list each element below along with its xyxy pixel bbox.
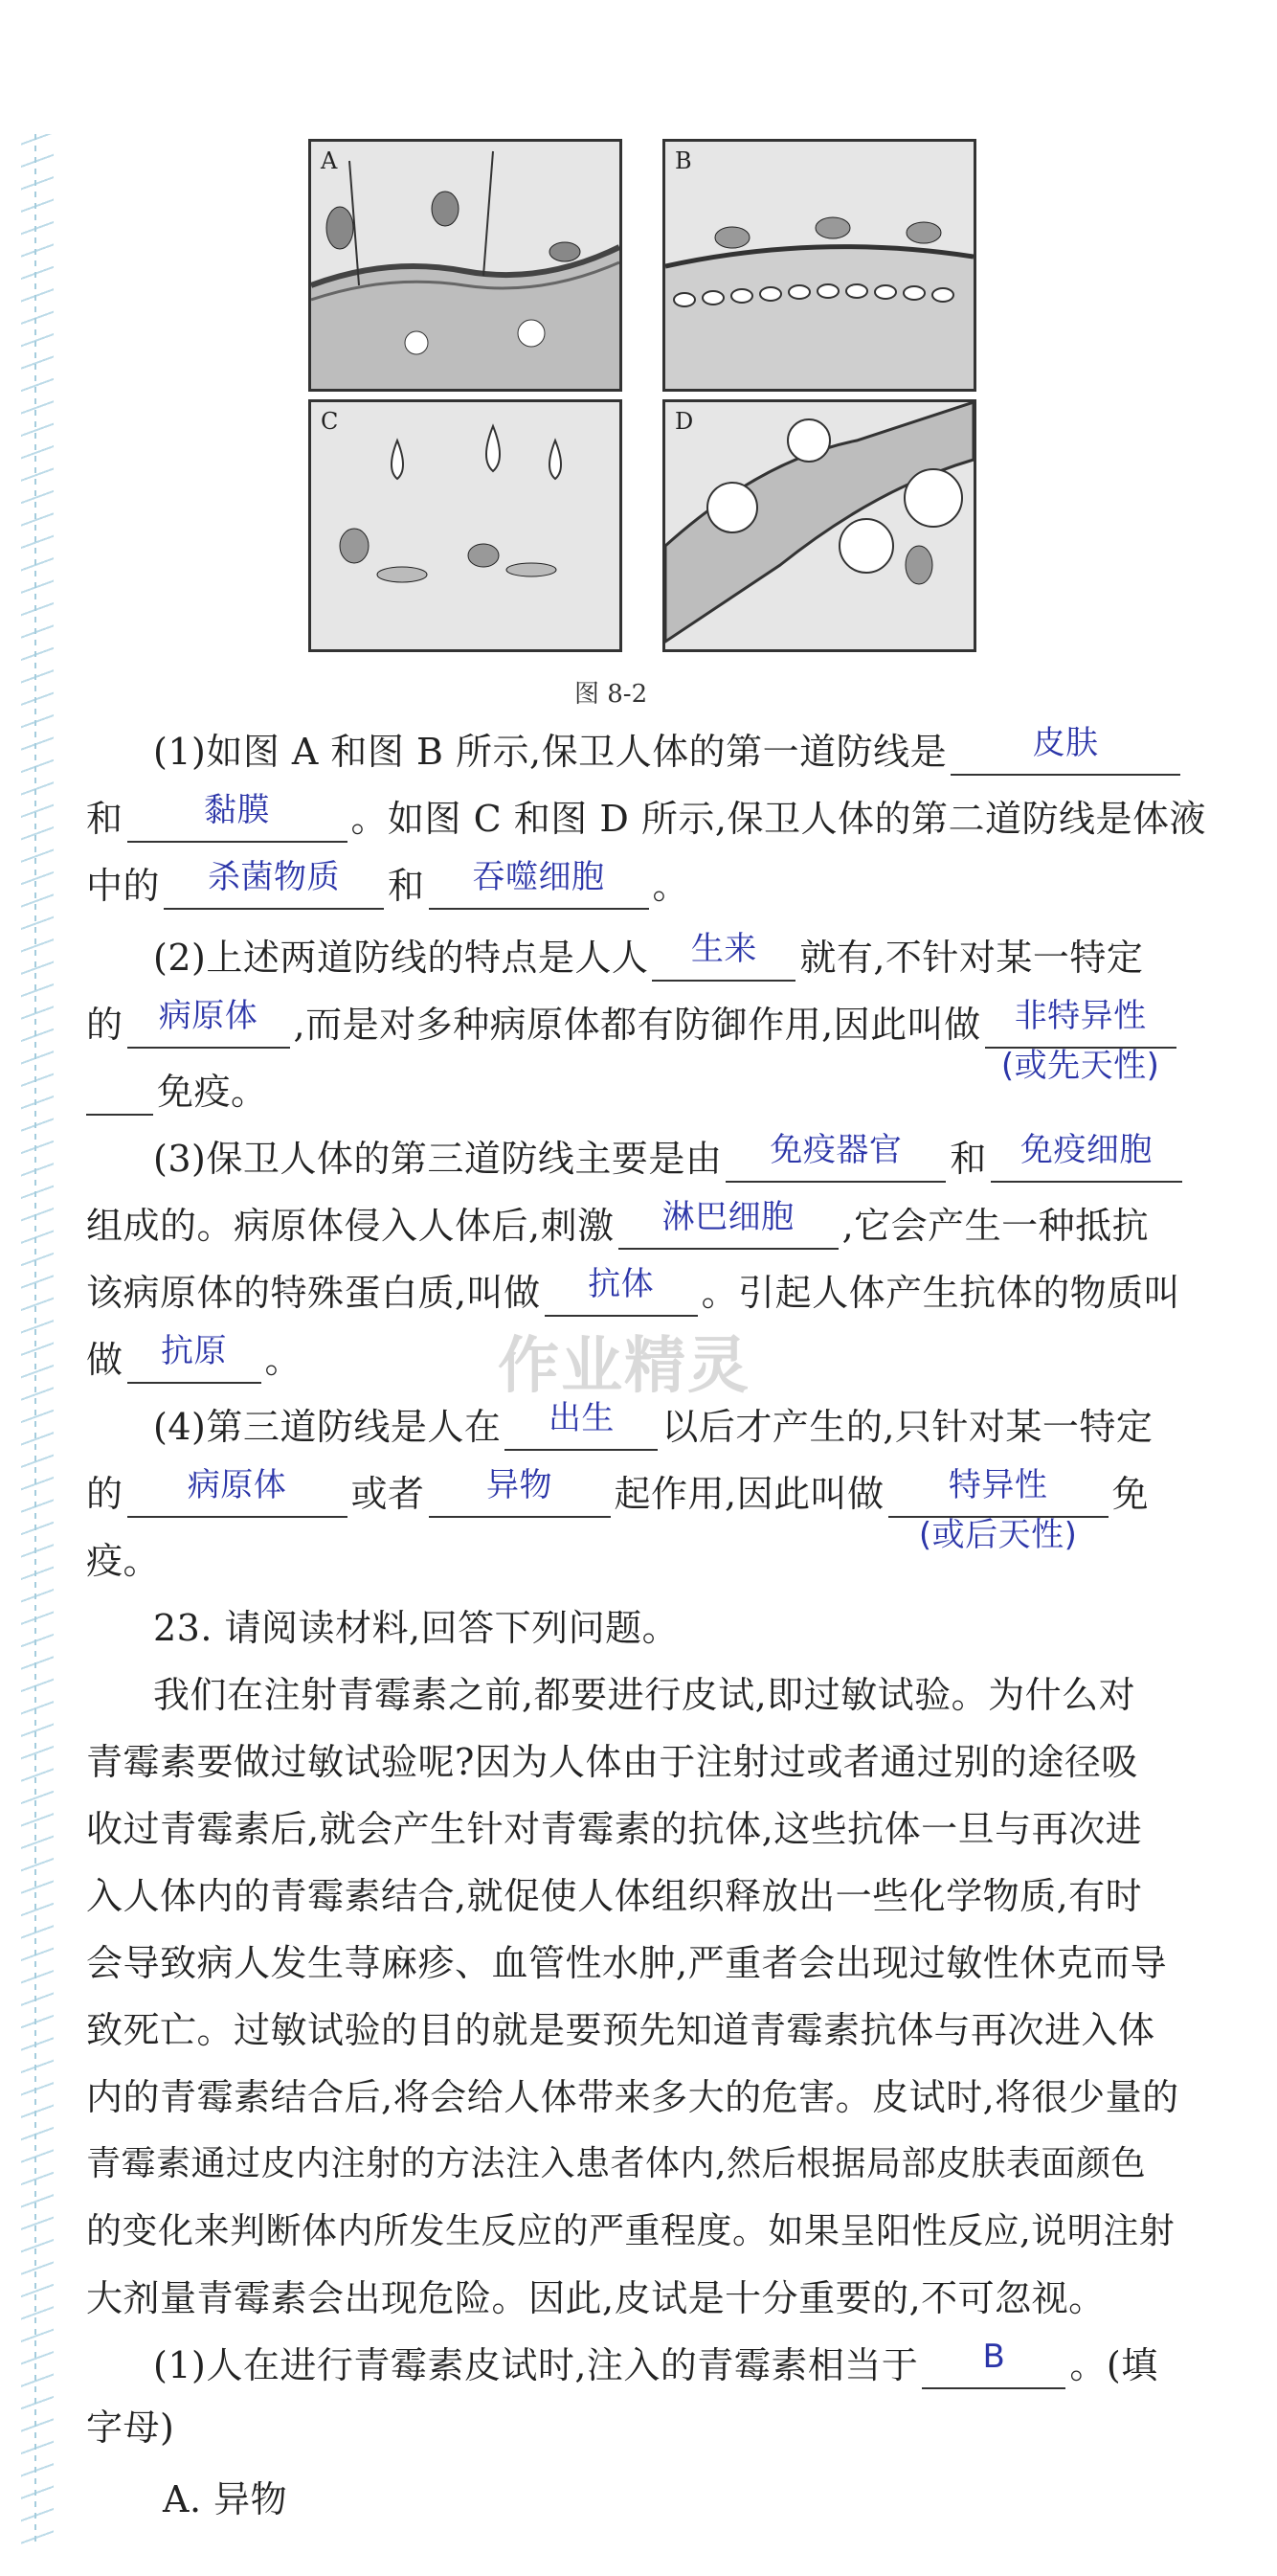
q4-answer1: 出生 xyxy=(548,1399,615,1437)
panel-b xyxy=(662,139,976,392)
q23-para-line: 致死亡。过敏试验的目的就是要预先知道青霉素抗体与再次进入体 xyxy=(86,2009,1155,2051)
q2-answer3-alt: (或先天性) xyxy=(1000,1047,1160,1085)
q3-text7: 做 xyxy=(86,1339,123,1381)
q3-text4: ,它会产生一种抵抗 xyxy=(841,1205,1150,1247)
q23-para-line: 会导致病人发生荨麻疹、血管性水肿,严重者会出现过敏性休克而导 xyxy=(86,1942,1168,1984)
q1-line2 xyxy=(86,791,1206,843)
q3-text8: 。 xyxy=(264,1339,302,1381)
panel-d xyxy=(662,399,976,652)
q1-blank3 xyxy=(164,858,384,910)
q2-text1: (2)上述两道防线的特点是人人 xyxy=(153,937,649,979)
q4-line2 xyxy=(86,1466,1150,1554)
panel-c-label: C xyxy=(321,408,339,435)
q2-text5: 免疫。 xyxy=(157,1071,268,1113)
q4-blank3 xyxy=(429,1466,611,1518)
q23-sub1-line1 xyxy=(153,2338,1158,2389)
panel-d-label: D xyxy=(675,408,694,435)
q4-line1 xyxy=(153,1399,1154,1451)
q2-text4: ,而是对多种病原体都有防御作用,因此叫做 xyxy=(293,1004,981,1046)
q3-answer3: 淋巴细胞 xyxy=(661,1198,795,1236)
q23-title: 23. 请阅读材料,回答下列问题。 xyxy=(153,1607,680,1649)
q3-answer4: 抗体 xyxy=(588,1265,655,1303)
q23-sub1-line2: 字母) xyxy=(86,2407,175,2449)
q3-text1: (3)保卫人体的第三道防线主要是由 xyxy=(153,1138,723,1180)
q23-sub1-blank xyxy=(922,2338,1065,2389)
q3-blank5 xyxy=(127,1332,261,1384)
q4-text4: 或者 xyxy=(350,1473,425,1515)
q23-sub1-answer: B xyxy=(982,2338,1006,2376)
q3-text5: 该病原体的特殊蛋白质,叫做 xyxy=(86,1272,541,1314)
q23-para-line: 的变化来判断体内所发生反应的严重程度。如果呈阳性反应,说明注射 xyxy=(86,2210,1176,2251)
left-border-decoration xyxy=(21,134,54,2547)
q4-answer4-alt: (或后天性) xyxy=(918,1516,1078,1554)
q2-blank3-tail xyxy=(86,1072,153,1116)
q23-sub1-text1: (1)人在进行青霉素皮试时,注入的青霉素相当于 xyxy=(153,2344,919,2386)
q3-blank3 xyxy=(618,1198,839,1250)
q3-answer2: 免疫细胞 xyxy=(1019,1131,1153,1169)
q2-blank2 xyxy=(127,997,290,1049)
q4-line3 xyxy=(86,1537,160,1585)
q4-text3: 的 xyxy=(86,1473,123,1515)
panel-a-illustration xyxy=(311,142,619,389)
q1-text4: 中的 xyxy=(86,865,161,907)
panel-a xyxy=(308,139,622,392)
q23-para-line: 入人体内的青霉素结合,就促使人体组织释放出一些化学物质,有时 xyxy=(86,1875,1143,1917)
q1-answer2: 黏膜 xyxy=(204,791,271,829)
q3-blank4 xyxy=(545,1265,698,1317)
q3-blank2 xyxy=(991,1131,1182,1183)
q2-text3: 的 xyxy=(86,1004,123,1046)
q1-text5: 和 xyxy=(388,865,425,907)
q23-sub1-text2: 。(填 xyxy=(1069,2344,1158,2386)
panel-b-label: B xyxy=(675,147,692,174)
q2-blank1 xyxy=(652,930,795,982)
q2-line3 xyxy=(86,1068,268,1116)
figure-8-2 xyxy=(308,139,988,646)
q23-para-line: 青霉素要做过敏试验呢?因为人体由于注射过或者通过别的途径吸 xyxy=(86,1741,1138,1783)
q1-answer4: 吞噬细胞 xyxy=(472,858,605,896)
q2-answer2: 病原体 xyxy=(158,997,258,1035)
q4-text7: 疫。 xyxy=(86,1540,161,1582)
q3-answer5: 抗原 xyxy=(161,1332,228,1370)
q3-line3 xyxy=(86,1265,1181,1317)
q3-answer1: 免疫器官 xyxy=(770,1131,903,1169)
q3-text6: 。引起人体产生抗体的物质叫 xyxy=(701,1272,1181,1314)
q3-line2 xyxy=(86,1198,1150,1250)
q3-line4 xyxy=(86,1332,302,1384)
q1-text1: (1)如图 A 和图 B 所示,保卫人体的第一道防线是 xyxy=(153,731,948,773)
q2-text2: 就有,不针对某一特定 xyxy=(799,937,1144,979)
q2-line1 xyxy=(153,930,1144,982)
q1-text6: 。 xyxy=(652,865,690,907)
q23-option-a: A. 异物 xyxy=(163,2478,288,2520)
q4-text6: 免 xyxy=(1111,1473,1150,1515)
q2-answer3: 非特异性 xyxy=(1014,997,1147,1035)
q4-answer3: 异物 xyxy=(486,1466,553,1504)
q4-text2: 以后才产生的,只针对某一特定 xyxy=(661,1406,1154,1448)
q1-blank1 xyxy=(951,724,1180,776)
q23-para-line: 收过青霉素后,就会产生针对青霉素的抗体,这些抗体一旦与再次进 xyxy=(86,1808,1143,1850)
q23-para-line: 青霉素通过皮内注射的方法注入患者体内,然后根据局部皮肤表面颜色 xyxy=(86,2144,1146,2183)
q3-text3: 组成的。病原体侵入人体后,刺激 xyxy=(86,1205,615,1247)
q4-blank1 xyxy=(504,1399,658,1451)
q4-blank4 xyxy=(888,1466,1109,1554)
figure-caption: 图 8-2 xyxy=(574,680,648,709)
q4-answer4: 特异性 xyxy=(948,1466,1048,1504)
q4-answer2: 病原体 xyxy=(187,1466,287,1504)
q1-line3 xyxy=(86,858,690,910)
q4-text5: 起作用,因此叫做 xyxy=(614,1473,885,1515)
panel-b-illustration xyxy=(665,142,974,389)
q23-para-line: 我们在注射青霉素之前,都要进行皮试,即过敏试验。为什么对 xyxy=(153,1674,1136,1716)
q2-blank3 xyxy=(985,997,1176,1085)
q2-answer1: 生来 xyxy=(690,930,757,968)
panel-d-illustration xyxy=(665,402,974,649)
q4-text1: (4)第三道防线是人在 xyxy=(153,1406,502,1448)
q1-line1 xyxy=(153,724,1184,776)
q1-text3: 。如图 C 和图 D 所示,保卫人体的第二道防线是体液 xyxy=(350,798,1206,840)
q3-text2: 和 xyxy=(950,1138,987,1180)
panel-a-label: A xyxy=(321,147,338,174)
q23-para-line: 大剂量青霉素会出现危险。因此,皮试是十分重要的,不可忽视。 xyxy=(86,2277,1106,2319)
q1-blank2 xyxy=(127,791,347,843)
q23-para-line: 内的青霉素结合后,将会给人体带来多大的危害。皮试时,将很少量的 xyxy=(86,2076,1179,2118)
q1-text2: 和 xyxy=(86,798,123,840)
panel-c xyxy=(308,399,622,652)
watermark: 作业精灵 xyxy=(498,1331,751,1402)
q3-blank1 xyxy=(726,1131,946,1183)
q4-blank2 xyxy=(127,1466,347,1518)
q3-line1 xyxy=(153,1131,1186,1183)
q1-answer3: 杀菌物质 xyxy=(208,858,341,896)
q1-blank4 xyxy=(429,858,649,910)
q2-line2 xyxy=(86,997,1180,1085)
q1-answer1: 皮肤 xyxy=(1032,724,1099,762)
panel-c-illustration xyxy=(311,402,619,649)
